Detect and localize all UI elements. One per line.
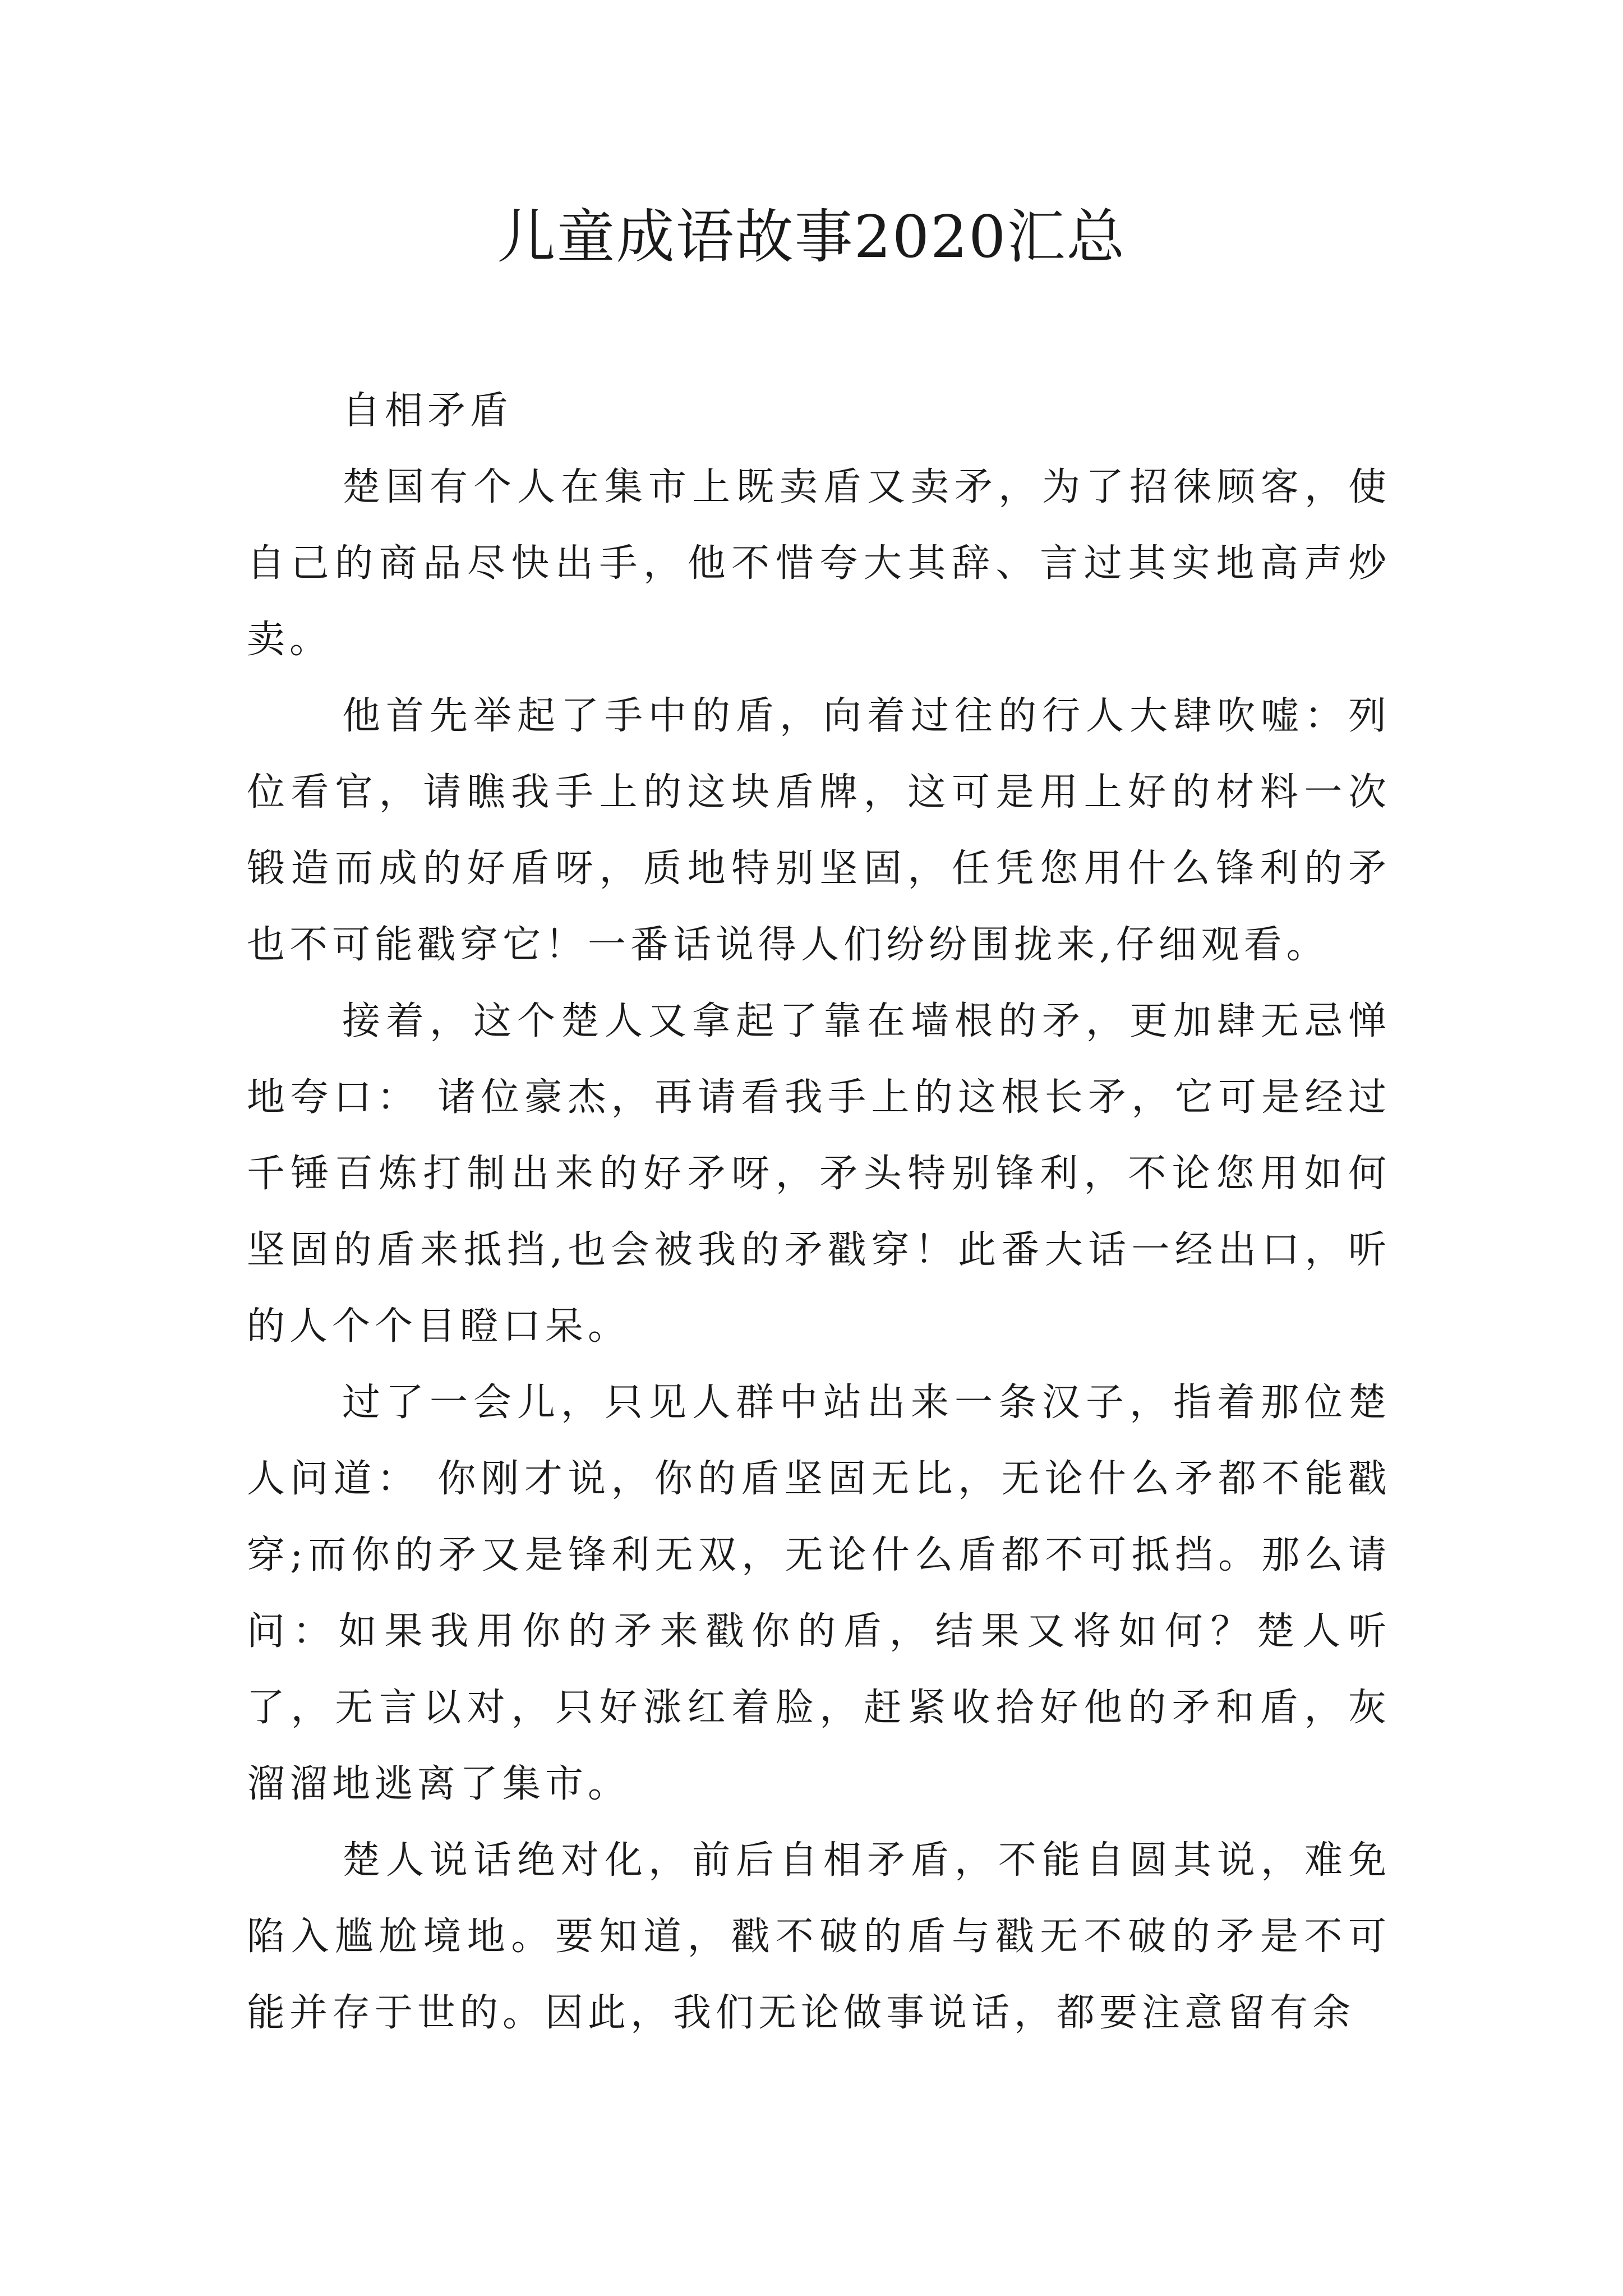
paragraph: 楚国有个人在集市上既卖盾又卖矛，为了招徕顾客，使自己的商品尽快出手，他不惜夸大其辞、言过其实地高声炒卖。: [247, 465, 1391, 662]
paragraph: 楚人说话绝对化，前后自相矛盾，不能自圆其说，难免陷入尴尬境地。要知道，戳不破的盾与戳无不破的矛是不可能并存于世的。因此，我们无论做事说话，都要注意留有余: [247, 1838, 1391, 2035]
paragraph: 过了一会儿，只见人群中站出来一条汉子，指着那位楚人问道： 你刚才说，你的盾坚固无比，无论什么矛都不能戳穿;而你的矛又是锋利无双，无论什么盾都不可抵挡。那么请问：如果我用你的矛来戳你的盾，结果又将如何？楚人听了，无言以对，只好涨红着脸，赶紧收拾好他的矛和盾，灰溜溜地逃离了集市。: [247, 1381, 1391, 1806]
paragraph: 他首先举起了手中的盾，向着过往的行人大肆吹嘘：列位看官，请瞧我手上的这块盾牌，这可是用上好的材料一次锻造而成的好盾呀，质地特别坚固，任凭您用什么锋利的矛也不可能戳穿它！一番话说得人们纷纷围拢来,仔细观看。: [247, 694, 1391, 967]
document-title: 儿童成语故事2020汇总: [497, 203, 1126, 271]
document-body: [247, 373, 1391, 2051]
paragraph: 接着，这个楚人又拿起了靠在墙根的矛，更加肆无忌惮地夸口： 诸位豪杰，再请看我手上的这根长矛，它可是经过千锤百炼打制出来的好矛呀，矛头特别锋利，不论您用如何坚固的盾来抵挡,也会被我的矛戳穿！此番大话一经出口，听的人个个目瞪口呆。: [247, 999, 1391, 1349]
story-heading: 自相矛盾: [342, 389, 513, 433]
